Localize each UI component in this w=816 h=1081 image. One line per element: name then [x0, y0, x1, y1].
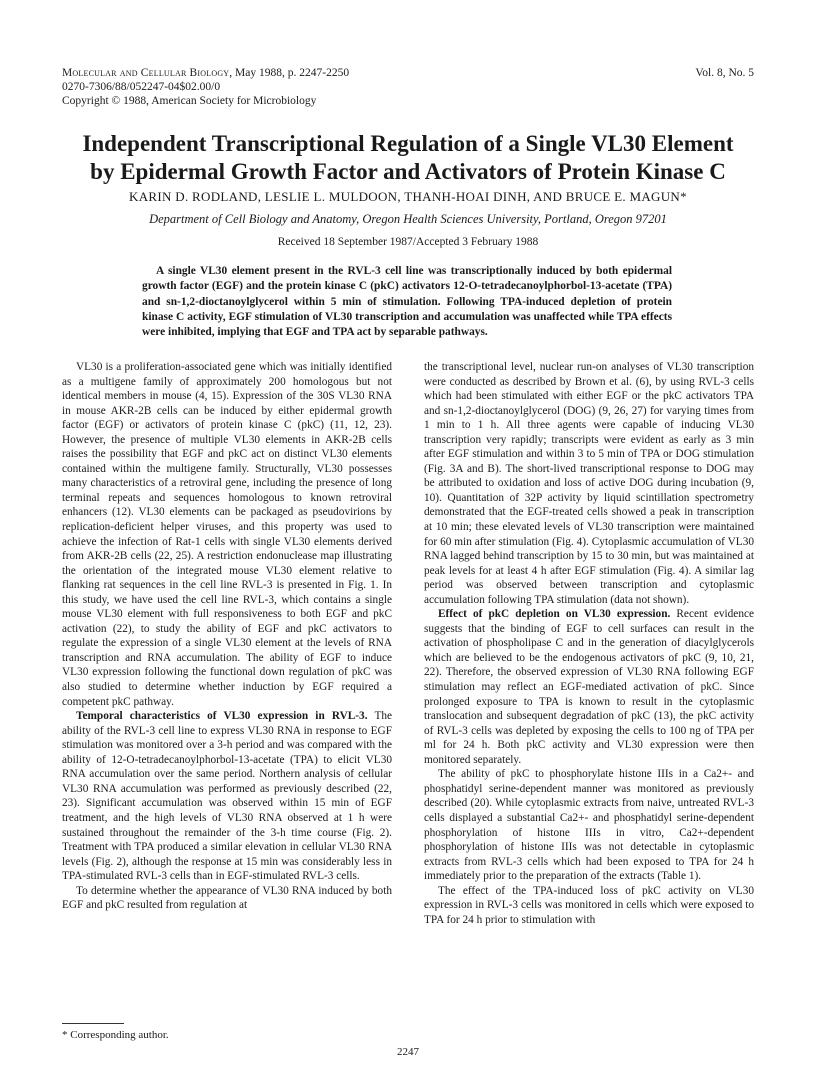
paragraph: The ability of pkC to phosphorylate histone IIIs in a Ca2+- and phosphatidyl serine-dependent manner was monitored as previously described (20). While cytoplasmic extracts from naive, untreated RVL-3 cells displayed a substantial Ca2+- and phosphatidyl serine-dependent phosphorylation of histone IIIs in vitro, Ca2+-dependent phosphorylation of histone IIIs was not detectable in cytoplasmic extracts from RVL-3 cells which had been exposed to TPA for 24 h immediately prior to the preparation of the extracts (Table 1). [424, 768, 754, 883]
paragraph-body: The ability of the RVL-3 cell line to express VL30 RNA in response to EGF stimulation was monitored over a 3-h period and was compared with the ability of 12-O-tetradecanoylphorbol-13-acetate (TPA) to elicit VL30 RNA accumulation over the same period. Northern analysis of cellular VL30 RNA accumulation was performed as previously described (22, 23). Significant accumulation was observed within 15 min of EGF treatment, and the high levels of VL30 RNA observed at 1 h were sustained throughout the remainder of the 3-h time course (Fig. 2). Treatment with TPA produced a similar elevation in cellular VL30 RNA levels (Fig. 2), although the response at 15 min was considerably less in TPA-stimulated RVL-3 cells than in EGF-stimulated RVL-3 cells. [62, 710, 393, 883]
journal-header [62, 66, 754, 108]
right-column [424, 360, 754, 927]
citation-line [62, 66, 754, 80]
title-line-2: by Epidermal Growth Factor and Activators of Protein Kinase C [90, 159, 726, 184]
section-heading: Temporal characteristics of VL30 expression in RVL-3. [76, 710, 368, 723]
received-dates: Received 18 September 1987/Accepted 3 February 1988 [277, 236, 539, 248]
footnote-rule [62, 1023, 124, 1024]
title-line-1: Independent Transcriptional Regulation of a Single VL30 Element [82, 131, 734, 156]
footnote: * Corresponding author. [62, 1029, 169, 1041]
issn-code: 0270-7306/88/052247-04$02.00/0 [62, 81, 221, 93]
paragraph: To determine whether the appearance of VL30 RNA induced by both EGF and pkC resulted from regulation at [62, 884, 392, 912]
paragraph-body: Recent evidence suggests that the binding of EGF to cell surfaces can result in the activation of phospholipase C and in the generation of diacylglycerols which are believed to be the endogenous activators of pkC (9, 10, 21, 22). Therefore, the observed expression of VL30 RNA following EGF stimulation may reflect an EGF-mediated activation of pkC. Since prolonged exposure to TPA is known to result in the cytoplasmic translocation and subsequent degradation of pkC (13), the pkC activity of RVL-3 cells was depleted by exposing the cells to 100 ng of TPA per ml for 24 h. Both pkC activity and VL30 expression were then monitored separately. [424, 608, 754, 766]
journal-name: Molecular and Cellular Biology [62, 67, 230, 79]
author-list: KARIN D. RODLAND, LESLIE L. MULDOON, THANH-HOAI DINH, AND BRUCE E. MAGUN* [129, 189, 687, 204]
article-title [40, 130, 776, 186]
paragraph [424, 607, 754, 767]
section-heading: Effect of pkC depletion on VL30 expression. [438, 608, 671, 621]
paragraph: the transcriptional level, nuclear run-on analyses of VL30 transcription were conducted as described by Brown et al. (6), by using RVL-3 cells which had been stimulated with either EGF or the pkC activators TPA and sn-1,2-dioctanoylglycerol (DOG) (9, 26, 27) for varying times from 1 min to 1 h. All three agents were capable of inducing VL30 transcription very rapidly; transcripts were evident as early as 3 min after EGF stimulation and within 3 to 5 min of TPA or DOG stimulation (Fig. 3A and B). The short-lived transcriptional response to DOG may be attributed to oxidation and loss of active DOG during incubation (9, 10). Quantitation of 32P activity by liquid scintillation spectrometry demonstrated that the EGF-treated cells showed a peak in transcription at 10 min; these elevated levels of VL30 transcription were maintained for 60 min after stimulation (Fig. 4). Cytoplasmic accumulation of VL30 RNA lagged behind transcription by 15 to 30 min, but was maintained at peak levels for at least 4 h after EGF stimulation (Fig. 4). A similar lag period was observed between transcription and cytoplasmic accumulation following TPA stimulation (data not shown). [424, 361, 754, 606]
page-number: 2247 [397, 1046, 419, 1058]
paragraph [62, 709, 392, 884]
abstract: A single VL30 element present in the RVL-3 cell line was transcriptionally induced by both epidermal growth factor (EGF) and the protein kinase C (pkC) activators 12-O-tetradecanoylphorbol-13-acetate (TPA) and sn-1,2-dioctanoylglycerol within 5 min of stimulation. Following TPA-induced depletion of protein kinase C activity, EGF stimulation of VL30 transcription and accumulation was unaffected while TPA effects were inhibited, implying that EGF and TPA act by separable pathways. [142, 265, 672, 339]
citation: , May 1988, p. 2247-2250 [229, 67, 350, 79]
affiliation: Department of Cell Biology and Anatomy, Oregon Health Sciences University, Portland, Oregon 97201 [149, 212, 667, 226]
copyright-line: Copyright © 1988, American Society for Microbiology [62, 95, 317, 107]
paragraph: VL30 is a proliferation-associated gene which was initially identified as a multigene family of approximately 200 homologous but not identical members in mouse (4, 15). Expression of the 30S VL30 RNA in mouse AKR-2B cells can be induced by either epidermal growth factor (EGF) or activators of protein kinase C (pkC) (11, 12, 23). However, the presence of multiple VL30 elements in AKR-2B cells raises the possibility that EGF and pkC act on distinct VL30 elements contained within the multigene family. Structurally, VL30 possesses many characteristics of a retroviral gene, including the presence of long terminal repeats and sequences homologous to known retroviral enhancers (12). VL30 elements can be packaged as pseudovirions by replication-deficient helper viruses, and this property was used to achieve the infection of Rat-1 cells with single VL30 elements derived from AKR-2B cells (22, 25). A restriction endonuclease map illustrating the orientation of the integrated mouse VL30 element relative to flanking rat sequences in the cell line RVL-3 is presented in Fig. 1. In this study, we have used the cell line RVL-3, which contains a single mouse VL30 element with full responsiveness to both EGF and pkC activation (22), to study the ability of EGF and pkC activators to regulate the expression of a single VL30 element at the levels of RNA transcription and RNA accumulation. The ability of EGF to induce VL30 expression following the functional down regulation of pkC was also studied to determine whether induction by EGF required a competent pkC pathway. [62, 361, 392, 708]
volume-number: Vol. 8, No. 5 [695, 67, 754, 79]
left-column [62, 360, 392, 913]
paragraph: The effect of the TPA-induced loss of pkC activity on VL30 expression in RVL-3 cells was monitored in cells which were exposed to TPA for 24 h prior to stimulation with [424, 884, 754, 926]
